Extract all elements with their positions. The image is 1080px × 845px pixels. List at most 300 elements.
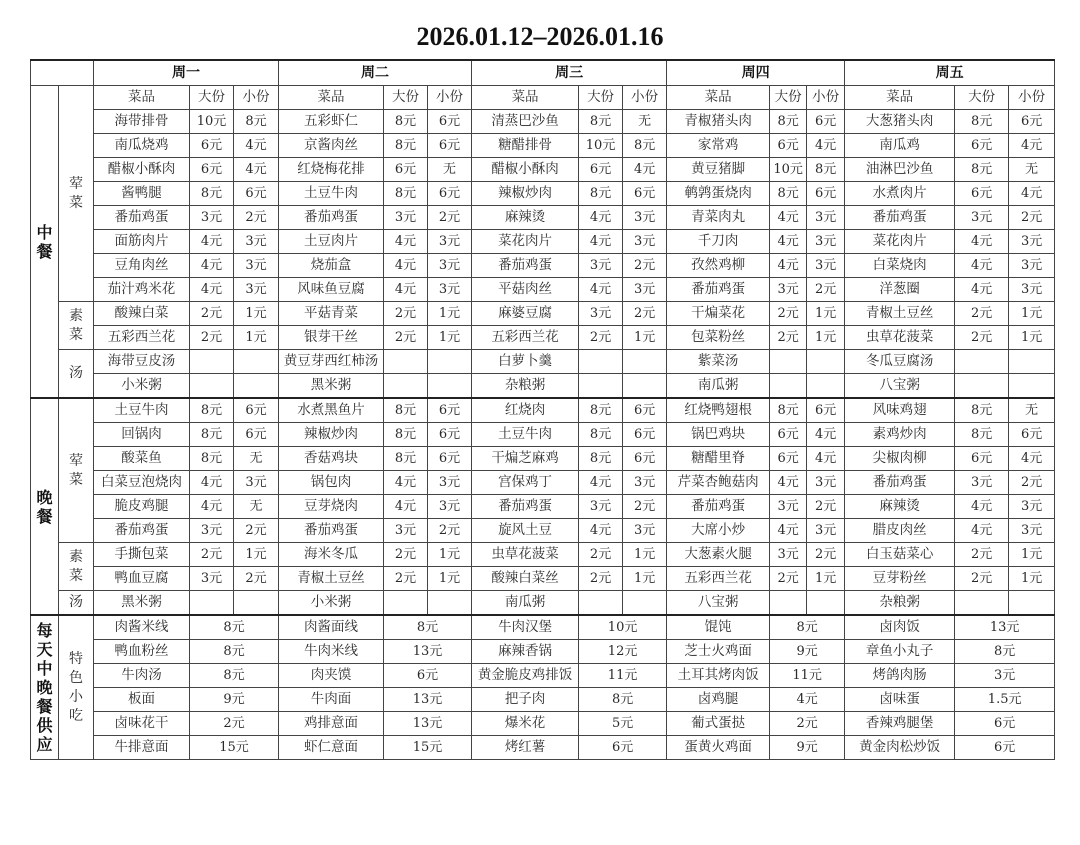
empty-cell [623,350,667,374]
dish-name: 脆皮鸡腿 [94,495,190,519]
dish-name: 糖醋里脊 [667,447,770,471]
price-large: 4元 [955,254,1009,278]
price-small: 1元 [428,326,472,350]
menu-row [31,278,1055,302]
price-large: 2元 [190,302,234,326]
empty-cell [234,374,279,399]
price-large: 3元 [579,302,623,326]
dish-name: 麻辣烫 [845,495,955,519]
price-large: 3元 [384,519,428,543]
price-small: 无 [1009,398,1055,423]
price-large: 4元 [770,230,807,254]
dish-name: 红烧肉 [472,398,579,423]
snack-price: 6元 [955,736,1055,760]
dish-name: 香菇鸡块 [279,447,384,471]
col-header-small: 小份 [623,86,667,110]
dish-name: 洋葱圈 [845,278,955,302]
dish-name: 土豆牛肉 [279,182,384,206]
price-small: 1元 [1009,326,1055,350]
price-small: 3元 [234,230,279,254]
soup-name: 杂粮粥 [845,591,955,616]
col-header-large: 大份 [955,86,1009,110]
menu-row [31,206,1055,230]
price-small: 1元 [1009,567,1055,591]
price-large: 6元 [384,158,428,182]
day-header: 周四 [667,60,845,86]
dish-name: 豆角肉丝 [94,254,190,278]
meal-label-dinner: 晚 餐 [31,398,59,615]
price-large: 8元 [384,447,428,471]
price-small: 3元 [1009,519,1055,543]
soup-name: 八宝粥 [667,591,770,616]
snack-name: 板面 [94,688,190,712]
dish-name: 尖椒肉柳 [845,447,955,471]
empty-cell [770,350,807,374]
price-large: 8元 [955,398,1009,423]
price-small: 3元 [623,471,667,495]
price-large: 2元 [955,543,1009,567]
snack-price: 2元 [190,712,279,736]
price-large: 4元 [955,278,1009,302]
price-small: 3元 [428,471,472,495]
price-small: 3元 [807,230,845,254]
dish-name: 辣椒炒肉 [472,182,579,206]
price-small: 3元 [807,519,845,543]
snack-price: 12元 [579,640,667,664]
dish-name: 风味鱼豆腐 [279,278,384,302]
dish-name: 醋椒小酥肉 [94,158,190,182]
price-small: 6元 [623,423,667,447]
price-small: 2元 [234,206,279,230]
weekly-menu-table [30,59,1055,760]
snack-price: 9元 [190,688,279,712]
price-small: 3元 [234,471,279,495]
price-small: 6元 [623,447,667,471]
empty-cell [190,350,234,374]
col-header-dish: 菜品 [845,86,955,110]
price-small: 8元 [807,158,845,182]
snack-row [31,688,1055,712]
col-header-small: 小份 [1009,86,1055,110]
snack-row [31,736,1055,760]
price-small: 6元 [428,134,472,158]
empty-cell [807,374,845,399]
price-small: 无 [623,110,667,134]
price-small: 6元 [807,398,845,423]
price-small: 1元 [234,326,279,350]
price-small: 2元 [234,519,279,543]
price-small: 6元 [623,398,667,423]
dish-name: 番茄鸡蛋 [279,206,384,230]
soup-name: 海带豆皮汤 [94,350,190,374]
col-header-large: 大份 [770,86,807,110]
price-large: 8元 [579,398,623,423]
dish-name: 锅包肉 [279,471,384,495]
soup-row [31,374,1055,399]
price-small: 4元 [1009,182,1055,206]
menu-title: 2026.01.12–2026.01.16 [416,22,664,51]
price-large: 10元 [190,110,234,134]
dish-name: 孜然鸡柳 [667,254,770,278]
price-small: 无 [234,447,279,471]
price-small: 1元 [807,567,845,591]
dish-name: 酸菜鱼 [94,447,190,471]
price-large: 2元 [770,326,807,350]
dish-name: 土豆牛肉 [94,398,190,423]
day-header-row [31,60,1055,86]
price-small: 2元 [807,495,845,519]
snack-price: 6元 [384,664,472,688]
price-small: 3元 [428,254,472,278]
price-large: 6元 [770,447,807,471]
price-large: 3元 [190,519,234,543]
dish-name: 辣椒炒肉 [279,423,384,447]
col-header-dish: 菜品 [667,86,770,110]
price-large: 8元 [955,423,1009,447]
snack-price: 6元 [955,712,1055,736]
soup-row [31,350,1055,374]
price-large: 4元 [384,471,428,495]
dish-name: 干煸芝麻鸡 [472,447,579,471]
empty-cell [190,591,234,616]
dish-name: 红烧鸭翅根 [667,398,770,423]
dish-name: 南瓜烧鸡 [94,134,190,158]
price-small: 3元 [1009,278,1055,302]
category-label-lunch-meat: 荤 菜 [59,86,94,302]
meal-label-lunch: 中 餐 [31,86,59,399]
dish-name: 家常鸡 [667,134,770,158]
empty-cell [190,374,234,399]
price-small: 2元 [428,206,472,230]
snack-name: 葡式蛋挞 [667,712,770,736]
snack-name: 香辣鸡腿堡 [845,712,955,736]
col-header-small: 小份 [234,86,279,110]
snack-name: 肉酱面线 [279,615,384,640]
dish-name: 番茄鸡蛋 [845,206,955,230]
dish-name: 糖醋排骨 [472,134,579,158]
dish-name: 银芽干丝 [279,326,384,350]
empty-cell [384,374,428,399]
empty-cell [428,350,472,374]
price-small: 3元 [428,278,472,302]
price-large: 8元 [384,398,428,423]
dish-name: 土豆肉片 [279,230,384,254]
price-small: 6元 [1009,110,1055,134]
price-small: 4元 [1009,134,1055,158]
price-small: 2元 [807,278,845,302]
price-large: 4元 [955,230,1009,254]
price-large: 8元 [384,182,428,206]
dish-name: 酸辣白菜丝 [472,567,579,591]
dish-name: 番茄鸡蛋 [94,519,190,543]
dish-name: 酸辣白菜 [94,302,190,326]
dish-name: 水煮黑鱼片 [279,398,384,423]
soup-row [31,591,1055,616]
soup-name: 黑米粥 [279,374,384,399]
soup-name: 南瓜粥 [667,374,770,399]
snack-row [31,664,1055,688]
empty-cell [234,350,279,374]
price-large: 4元 [955,495,1009,519]
price-large: 2元 [955,326,1009,350]
price-small: 6元 [234,182,279,206]
price-large: 8元 [384,134,428,158]
price-small: 2元 [623,495,667,519]
snack-price: 13元 [384,688,472,712]
menu-row [31,519,1055,543]
price-large: 8元 [579,182,623,206]
empty-cell [623,591,667,616]
dish-name: 手撕包菜 [94,543,190,567]
snack-price: 3元 [955,664,1055,688]
category-label-lunch-veg: 素 菜 [59,302,94,350]
price-small: 6元 [234,423,279,447]
price-small: 1元 [623,567,667,591]
snack-price: 1.5元 [955,688,1055,712]
price-large: 3元 [770,495,807,519]
price-large: 10元 [579,134,623,158]
dish-name: 白菜烧肉 [845,254,955,278]
price-large: 4元 [579,471,623,495]
snack-name: 蛋黄火鸡面 [667,736,770,760]
menu-row [31,326,1055,350]
dish-name: 大葱素火腿 [667,543,770,567]
price-large: 4元 [579,519,623,543]
price-large: 3元 [770,278,807,302]
price-small: 4元 [807,134,845,158]
snack-name: 芝士火鸡面 [667,640,770,664]
snack-price: 8元 [579,688,667,712]
dish-name: 虫草花菠菜 [845,326,955,350]
price-large: 4元 [579,278,623,302]
price-large: 3元 [384,206,428,230]
category-label-dinner-veg: 素 菜 [59,543,94,591]
snack-name: 牛肉面 [279,688,384,712]
price-small: 3元 [623,230,667,254]
snack-name: 牛肉汤 [94,664,190,688]
dish-name: 红烧梅花排 [279,158,384,182]
menu-row [31,254,1055,278]
price-small: 1元 [428,543,472,567]
price-large: 8元 [384,423,428,447]
price-large: 4元 [384,278,428,302]
dish-name: 芹菜杏鲍菇肉 [667,471,770,495]
dish-name: 番茄鸡蛋 [94,206,190,230]
price-large: 8元 [770,182,807,206]
price-large: 4元 [190,471,234,495]
price-large: 2元 [955,567,1009,591]
dish-name: 南瓜鸡 [845,134,955,158]
price-large: 3元 [770,543,807,567]
price-small: 4元 [1009,447,1055,471]
category-label-snacks: 特 色 小 吃 [59,615,94,760]
price-large: 3元 [955,206,1009,230]
soup-name: 冬瓜豆腐汤 [845,350,955,374]
price-small: 2元 [428,519,472,543]
day-header: 周一 [94,60,279,86]
dish-name: 黄豆猪脚 [667,158,770,182]
price-small: 3元 [623,519,667,543]
menu-row [31,567,1055,591]
dish-name: 五彩西兰花 [94,326,190,350]
snack-name: 牛肉汉堡 [472,615,579,640]
price-large: 8元 [955,110,1009,134]
dish-name: 麻辣烫 [472,206,579,230]
dish-name: 酱鸭腿 [94,182,190,206]
dish-name: 番茄鸡蛋 [472,495,579,519]
snack-name: 虾仁意面 [279,736,384,760]
price-small: 1元 [623,326,667,350]
empty-cell [770,374,807,399]
empty-cell [579,591,623,616]
price-small: 3元 [623,206,667,230]
snack-name: 黄金脆皮鸡排饭 [472,664,579,688]
price-small: 2元 [234,567,279,591]
empty-cell [955,374,1009,399]
price-large: 6元 [955,134,1009,158]
price-large: 2元 [770,567,807,591]
dish-name: 白玉菇菜心 [845,543,955,567]
snack-name: 把子肉 [472,688,579,712]
soup-name: 紫菜汤 [667,350,770,374]
snack-price: 8元 [190,615,279,640]
price-small: 3元 [1009,230,1055,254]
price-large: 4元 [190,230,234,254]
price-small: 3元 [428,495,472,519]
dish-name: 海带排骨 [94,110,190,134]
price-small: 1元 [807,302,845,326]
price-small: 8元 [234,110,279,134]
snack-price: 8元 [190,640,279,664]
price-small: 3元 [234,278,279,302]
snack-price: 8元 [190,664,279,688]
col-header-dish: 菜品 [94,86,190,110]
price-small: 6元 [428,110,472,134]
soup-name: 八宝粥 [845,374,955,399]
price-small: 1元 [234,302,279,326]
snack-name: 鸡排意面 [279,712,384,736]
empty-cell [1009,350,1055,374]
empty-cell [579,350,623,374]
snack-name: 肉夹馍 [279,664,384,688]
snack-name: 鸭血粉丝 [94,640,190,664]
menu-row [31,423,1055,447]
price-small: 2元 [623,302,667,326]
dish-name: 旋风土豆 [472,519,579,543]
price-small: 无 [234,495,279,519]
price-small: 6元 [428,182,472,206]
empty-cell [1009,591,1055,616]
col-header-large: 大份 [384,86,428,110]
snack-price: 11元 [770,664,845,688]
price-large: 8元 [770,110,807,134]
dish-name: 鸭血豆腐 [94,567,190,591]
snack-name: 牛肉米线 [279,640,384,664]
snack-name: 卤肉饭 [845,615,955,640]
price-small: 1元 [234,543,279,567]
price-large: 8元 [955,158,1009,182]
soup-name: 黑米粥 [94,591,190,616]
price-small: 无 [1009,158,1055,182]
price-small: 6元 [807,110,845,134]
col-header-dish: 菜品 [472,86,579,110]
price-large: 8元 [190,398,234,423]
snack-name: 爆米花 [472,712,579,736]
price-small: 6元 [234,398,279,423]
price-large: 4元 [190,278,234,302]
empty-cell [623,374,667,399]
price-small: 6元 [807,182,845,206]
dish-name: 海米冬瓜 [279,543,384,567]
price-small: 1元 [428,302,472,326]
price-large: 2元 [384,567,428,591]
price-large: 2元 [770,302,807,326]
dish-name: 平菇肉丝 [472,278,579,302]
dish-name: 京酱肉丝 [279,134,384,158]
dish-name: 土豆牛肉 [472,423,579,447]
snack-price: 6元 [579,736,667,760]
dish-name: 包菜粉丝 [667,326,770,350]
snack-name: 黄金肉松炒饭 [845,736,955,760]
dish-name: 五彩西兰花 [667,567,770,591]
dish-name: 醋椒小酥肉 [472,158,579,182]
price-small: 4元 [234,134,279,158]
price-large: 8元 [770,398,807,423]
dish-name: 白菜豆泡烧肉 [94,471,190,495]
price-small: 2元 [807,543,845,567]
price-small: 1元 [807,326,845,350]
dish-name: 清蒸巴沙鱼 [472,110,579,134]
snack-price: 9元 [770,640,845,664]
dish-name: 五彩西兰花 [472,326,579,350]
dish-name: 平菇青菜 [279,302,384,326]
dish-name: 青椒土豆丝 [845,302,955,326]
price-small: 3元 [428,230,472,254]
dish-name: 虫草花菠菜 [472,543,579,567]
empty-cell [770,591,807,616]
snack-price: 15元 [384,736,472,760]
price-large: 6元 [770,134,807,158]
soup-name: 小米粥 [94,374,190,399]
snack-name: 烤鸽肉肠 [845,664,955,688]
price-small: 无 [428,158,472,182]
price-large: 2元 [384,302,428,326]
price-small: 1元 [623,543,667,567]
snack-name: 肉酱米线 [94,615,190,640]
empty-cell [955,350,1009,374]
dish-name: 青椒土豆丝 [279,567,384,591]
dish-name: 腊皮肉丝 [845,519,955,543]
col-header-large: 大份 [579,86,623,110]
dish-name: 大葱猪头肉 [845,110,955,134]
dish-name: 茄汁鸡米花 [94,278,190,302]
price-small: 2元 [1009,206,1055,230]
empty-cell [579,374,623,399]
dish-name: 番茄鸡蛋 [667,495,770,519]
corner-cell [31,60,94,86]
snack-name: 章鱼小丸子 [845,640,955,664]
menu-row [31,471,1055,495]
price-large: 3元 [955,471,1009,495]
col-header-small: 小份 [807,86,845,110]
price-large: 2元 [955,302,1009,326]
snack-price: 10元 [579,615,667,640]
category-label-dinner-meat: 荤 菜 [59,398,94,543]
price-large: 2元 [579,326,623,350]
dish-name: 番茄鸡蛋 [279,519,384,543]
snack-price: 5元 [579,712,667,736]
dish-name: 番茄鸡蛋 [667,278,770,302]
